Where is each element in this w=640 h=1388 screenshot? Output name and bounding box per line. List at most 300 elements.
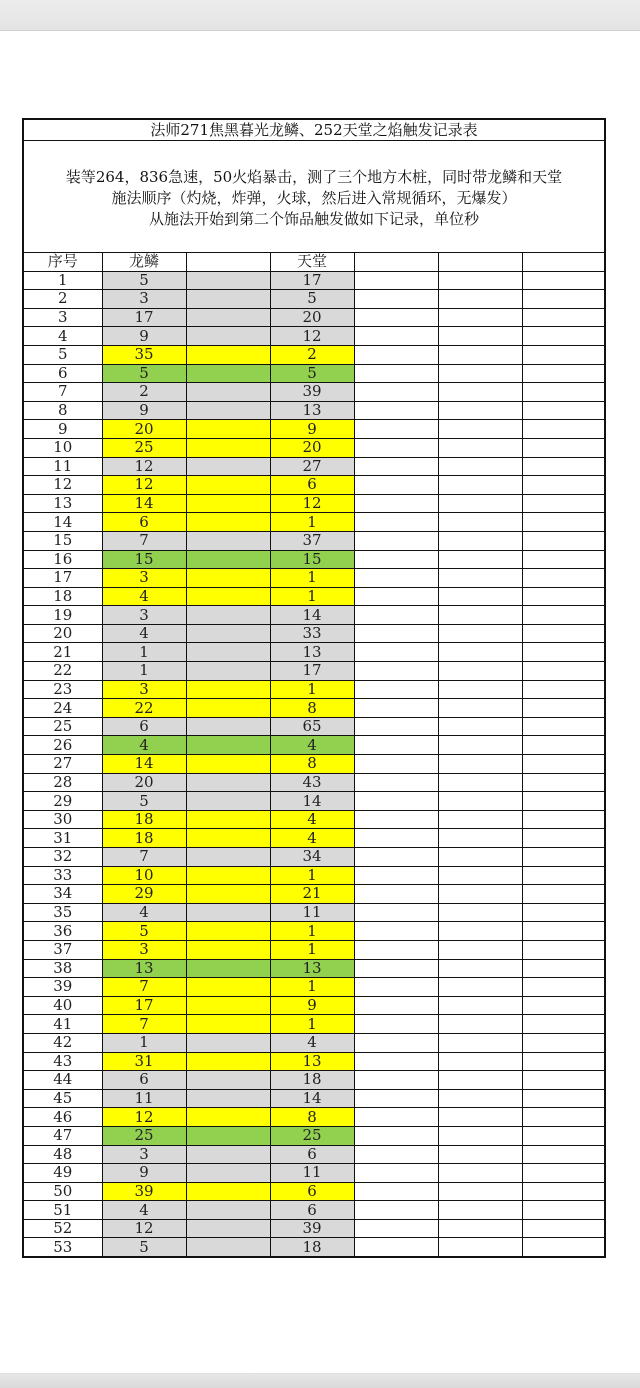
cell-blank: [186, 550, 270, 569]
cell-dragonscale: 12: [102, 457, 186, 476]
description-line: 装等264，836急速，50火焰暴击，测了三个地方木桩，同时带龙鳞和天堂: [65, 168, 563, 186]
cell-blank: [354, 420, 438, 439]
cell-index: 31: [24, 829, 102, 848]
cell-heaven: 6: [270, 1145, 354, 1164]
cell-blank: [438, 1164, 522, 1183]
cell-index: 10: [24, 438, 102, 457]
cell-index: 32: [24, 848, 102, 867]
cell-dragonscale: 1: [102, 662, 186, 681]
cell-dragonscale: 5: [102, 792, 186, 811]
cell-index: 1: [24, 271, 102, 290]
cell-dragonscale: 17: [102, 308, 186, 327]
cell-dragonscale: 14: [102, 494, 186, 513]
cell-heaven: 9: [270, 996, 354, 1015]
header-heaven: 天堂: [270, 253, 354, 271]
cell-blank: [522, 736, 604, 755]
cell-heaven: 1: [270, 513, 354, 532]
table-row: [24, 327, 604, 346]
cell-blank: [186, 364, 270, 383]
header-empty: [522, 253, 604, 271]
cell-blank: [354, 569, 438, 588]
cell-dragonscale: 4: [102, 624, 186, 643]
cell-index: 18: [24, 587, 102, 606]
cell-blank: [522, 420, 604, 439]
cell-index: 28: [24, 773, 102, 792]
cell-blank: [354, 643, 438, 662]
cell-blank: [354, 662, 438, 681]
cell-blank: [522, 940, 604, 959]
cell-index: 34: [24, 885, 102, 904]
cell-index: 25: [24, 717, 102, 736]
cell-index: 36: [24, 922, 102, 941]
cell-blank: [522, 457, 604, 476]
cell-blank: [186, 457, 270, 476]
cell-blank: [438, 383, 522, 402]
cell-blank: [354, 327, 438, 346]
cell-heaven: 6: [270, 476, 354, 495]
cell-blank: [186, 1201, 270, 1220]
cell-dragonscale: 9: [102, 401, 186, 420]
cell-index: 33: [24, 866, 102, 885]
cell-blank: [438, 959, 522, 978]
cell-blank: [438, 550, 522, 569]
cell-index: 17: [24, 569, 102, 588]
cell-blank: [354, 959, 438, 978]
cell-heaven: 11: [270, 1164, 354, 1183]
cell-heaven: 18: [270, 1071, 354, 1090]
table-row: [24, 606, 604, 625]
table-row: [24, 345, 604, 364]
table-row: [24, 438, 604, 457]
cell-heaven: 4: [270, 829, 354, 848]
cell-blank: [522, 1145, 604, 1164]
cell-blank: [438, 755, 522, 774]
cell-blank: [354, 550, 438, 569]
table-row: [24, 978, 604, 997]
cell-blank: [186, 345, 270, 364]
cell-blank: [186, 755, 270, 774]
cell-blank: [354, 1201, 438, 1220]
cell-heaven: 20: [270, 308, 354, 327]
cell-blank: [522, 1126, 604, 1145]
cell-blank: [354, 736, 438, 755]
cell-blank: [186, 810, 270, 829]
cell-heaven: 6: [270, 1201, 354, 1220]
cell-blank: [438, 903, 522, 922]
cell-heaven: 65: [270, 717, 354, 736]
cell-dragonscale: 1: [102, 643, 186, 662]
cell-index: 44: [24, 1071, 102, 1090]
cell-blank: [438, 531, 522, 550]
cell-blank: [438, 792, 522, 811]
table-row: [24, 699, 604, 718]
cell-index: 49: [24, 1164, 102, 1183]
cell-blank: [186, 1033, 270, 1052]
cell-blank: [186, 1145, 270, 1164]
cell-blank: [522, 959, 604, 978]
cell-blank: [522, 1052, 604, 1071]
cell-index: 51: [24, 1201, 102, 1220]
cell-heaven: 37: [270, 531, 354, 550]
cell-blank: [186, 290, 270, 309]
cell-blank: [186, 1108, 270, 1127]
cell-heaven: 1: [270, 1015, 354, 1034]
cell-dragonscale: 14: [102, 755, 186, 774]
cell-blank: [438, 996, 522, 1015]
cell-blank: [186, 606, 270, 625]
cell-index: 53: [24, 1238, 102, 1256]
cell-blank: [522, 643, 604, 662]
cell-blank: [522, 755, 604, 774]
cell-blank: [186, 438, 270, 457]
cell-heaven: 8: [270, 699, 354, 718]
cell-blank: [438, 885, 522, 904]
cell-blank: [522, 383, 604, 402]
cell-blank: [522, 550, 604, 569]
table-row: [24, 271, 604, 290]
cell-heaven: 4: [270, 810, 354, 829]
cell-dragonscale: 5: [102, 922, 186, 941]
cell-blank: [522, 866, 604, 885]
cell-index: 41: [24, 1015, 102, 1034]
cell-blank: [438, 848, 522, 867]
cell-dragonscale: 9: [102, 327, 186, 346]
cell-blank: [186, 327, 270, 346]
cell-heaven: 6: [270, 1182, 354, 1201]
cell-blank: [354, 829, 438, 848]
cell-blank: [354, 922, 438, 941]
cell-blank: [522, 1033, 604, 1052]
cell-index: 39: [24, 978, 102, 997]
cell-blank: [354, 866, 438, 885]
cell-heaven: 13: [270, 959, 354, 978]
cell-blank: [186, 1164, 270, 1183]
header-empty: [186, 253, 270, 271]
cell-blank: [522, 494, 604, 513]
cell-blank: [438, 401, 522, 420]
table-row: [24, 773, 604, 792]
cell-index: 13: [24, 494, 102, 513]
cell-blank: [438, 327, 522, 346]
cell-index: 23: [24, 680, 102, 699]
cell-index: 19: [24, 606, 102, 625]
cell-heaven: 4: [270, 736, 354, 755]
cell-blank: [438, 662, 522, 681]
cell-blank: [186, 978, 270, 997]
cell-blank: [354, 438, 438, 457]
table-row: [24, 792, 604, 811]
cell-blank: [354, 345, 438, 364]
cell-blank: [354, 476, 438, 495]
cell-heaven: 13: [270, 401, 354, 420]
cell-blank: [354, 1015, 438, 1034]
cell-blank: [522, 1108, 604, 1127]
cell-blank: [438, 940, 522, 959]
table-row: [24, 587, 604, 606]
cell-blank: [186, 494, 270, 513]
cell-blank: [522, 699, 604, 718]
cell-heaven: 2: [270, 345, 354, 364]
cell-blank: [438, 922, 522, 941]
cell-blank: [354, 271, 438, 290]
cell-blank: [354, 401, 438, 420]
cell-blank: [522, 290, 604, 309]
cell-heaven: 14: [270, 1089, 354, 1108]
cell-index: 42: [24, 1033, 102, 1052]
cell-index: 22: [24, 662, 102, 681]
cell-blank: [354, 364, 438, 383]
cell-index: 35: [24, 903, 102, 922]
spreadsheet: [22, 118, 606, 1258]
cell-dragonscale: 25: [102, 1126, 186, 1145]
table-row: [24, 1015, 604, 1034]
cell-blank: [522, 308, 604, 327]
cell-blank: [522, 345, 604, 364]
cell-blank: [354, 457, 438, 476]
cell-heaven: 18: [270, 1238, 354, 1256]
cell-blank: [438, 866, 522, 885]
cell-blank: [354, 1145, 438, 1164]
cell-index: 20: [24, 624, 102, 643]
cell-blank: [186, 996, 270, 1015]
cell-blank: [438, 606, 522, 625]
cell-blank: [354, 978, 438, 997]
cell-blank: [186, 513, 270, 532]
cell-blank: [186, 792, 270, 811]
cell-blank: [522, 903, 604, 922]
cell-blank: [186, 587, 270, 606]
cell-index: 43: [24, 1052, 102, 1071]
cell-blank: [186, 662, 270, 681]
cell-blank: [522, 1201, 604, 1220]
cell-heaven: 39: [270, 1219, 354, 1238]
cell-blank: [354, 383, 438, 402]
cell-blank: [522, 1164, 604, 1183]
cell-dragonscale: 3: [102, 290, 186, 309]
cell-blank: [522, 1089, 604, 1108]
cell-blank: [354, 1238, 438, 1256]
cell-index: 27: [24, 755, 102, 774]
cell-blank: [522, 848, 604, 867]
cell-blank: [354, 624, 438, 643]
description-line: 从施法开始到第二个饰品触发做如下记录，单位秒: [148, 210, 479, 228]
cell-heaven: 39: [270, 383, 354, 402]
table-row: [24, 680, 604, 699]
cell-blank: [522, 624, 604, 643]
cell-blank: [186, 531, 270, 550]
table-row: [24, 1108, 604, 1127]
cell-blank: [522, 662, 604, 681]
viewer-top-bar: [0, 0, 640, 31]
cell-blank: [354, 587, 438, 606]
cell-blank: [438, 624, 522, 643]
cell-blank: [186, 476, 270, 495]
table-row: [24, 1164, 604, 1183]
cell-index: 29: [24, 792, 102, 811]
cell-blank: [438, 810, 522, 829]
cell-heaven: 21: [270, 885, 354, 904]
cell-blank: [522, 531, 604, 550]
cell-blank: [186, 940, 270, 959]
cell-blank: [438, 1201, 522, 1220]
table-row: [24, 513, 604, 532]
cell-blank: [354, 773, 438, 792]
cell-blank: [354, 940, 438, 959]
cell-heaven: 5: [270, 364, 354, 383]
cell-blank: [186, 624, 270, 643]
cell-heaven: 1: [270, 978, 354, 997]
cell-dragonscale: 35: [102, 345, 186, 364]
cell-blank: [186, 866, 270, 885]
cell-blank: [186, 959, 270, 978]
cell-dragonscale: 6: [102, 717, 186, 736]
table-row: [24, 996, 604, 1015]
table-row: [24, 848, 604, 867]
cell-heaven: 1: [270, 587, 354, 606]
cell-dragonscale: 4: [102, 903, 186, 922]
cell-blank: [354, 606, 438, 625]
cell-heaven: 8: [270, 755, 354, 774]
cell-blank: [522, 1219, 604, 1238]
table-row: [24, 755, 604, 774]
cell-blank: [186, 903, 270, 922]
cell-dragonscale: 3: [102, 606, 186, 625]
cell-blank: [354, 1089, 438, 1108]
table-row: [24, 717, 604, 736]
cell-blank: [186, 680, 270, 699]
table-row: [24, 401, 604, 420]
cell-blank: [186, 1219, 270, 1238]
cell-heaven: 1: [270, 940, 354, 959]
cell-blank: [354, 848, 438, 867]
cell-blank: [522, 829, 604, 848]
cell-blank: [186, 1182, 270, 1201]
table-row: [24, 1126, 604, 1145]
cell-blank: [354, 1126, 438, 1145]
cell-dragonscale: 2: [102, 383, 186, 402]
cell-blank: [438, 699, 522, 718]
table-row: [24, 290, 604, 309]
cell-blank: [186, 773, 270, 792]
cell-heaven: 5: [270, 290, 354, 309]
cell-heaven: 27: [270, 457, 354, 476]
cell-index: 9: [24, 420, 102, 439]
table-row: [24, 1182, 604, 1201]
table-row: [24, 1033, 604, 1052]
cell-dragonscale: 13: [102, 959, 186, 978]
cell-heaven: 13: [270, 643, 354, 662]
viewer-bottom-bar: [0, 1373, 640, 1388]
cell-blank: [354, 1164, 438, 1183]
cell-dragonscale: 12: [102, 1108, 186, 1127]
table-row: [24, 1145, 604, 1164]
cell-index: 48: [24, 1145, 102, 1164]
cell-blank: [186, 1238, 270, 1256]
record-table: [24, 253, 604, 1256]
cell-dragonscale: 9: [102, 1164, 186, 1183]
cell-dragonscale: 15: [102, 550, 186, 569]
cell-blank: [522, 271, 604, 290]
sheet-title: 法师271焦黑暮光龙鳞、252天堂之焰触发记录表: [24, 120, 604, 141]
table-row: [24, 569, 604, 588]
cell-dragonscale: 20: [102, 773, 186, 792]
cell-blank: [438, 476, 522, 495]
table-row: [24, 940, 604, 959]
table-row: [24, 922, 604, 941]
cell-blank: [186, 736, 270, 755]
cell-blank: [438, 1089, 522, 1108]
cell-blank: [354, 1219, 438, 1238]
cell-blank: [522, 569, 604, 588]
cell-blank: [354, 699, 438, 718]
cell-dragonscale: 4: [102, 736, 186, 755]
cell-index: 5: [24, 345, 102, 364]
cell-index: 24: [24, 699, 102, 718]
table-row: [24, 494, 604, 513]
table-row: [24, 643, 604, 662]
cell-index: 38: [24, 959, 102, 978]
table-row: [24, 1089, 604, 1108]
cell-blank: [438, 1238, 522, 1256]
cell-dragonscale: 12: [102, 1219, 186, 1238]
cell-blank: [186, 308, 270, 327]
header-dragonscale: 龙鳞: [102, 253, 186, 271]
cell-dragonscale: 11: [102, 1089, 186, 1108]
cell-blank: [354, 680, 438, 699]
cell-blank: [522, 1238, 604, 1256]
cell-blank: [522, 792, 604, 811]
cell-blank: [522, 996, 604, 1015]
cell-heaven: 1: [270, 922, 354, 941]
cell-dragonscale: 12: [102, 476, 186, 495]
cell-blank: [186, 569, 270, 588]
cell-blank: [438, 1015, 522, 1034]
cell-blank: [438, 569, 522, 588]
cell-blank: [522, 401, 604, 420]
cell-heaven: 43: [270, 773, 354, 792]
cell-heaven: 4: [270, 1033, 354, 1052]
cell-heaven: 11: [270, 903, 354, 922]
cell-blank: [354, 494, 438, 513]
table-row: [24, 550, 604, 569]
cell-dragonscale: 4: [102, 1201, 186, 1220]
cell-blank: [186, 1089, 270, 1108]
cell-heaven: 17: [270, 662, 354, 681]
cell-blank: [522, 810, 604, 829]
cell-heaven: 12: [270, 494, 354, 513]
cell-blank: [354, 1108, 438, 1127]
cell-dragonscale: 3: [102, 680, 186, 699]
cell-blank: [186, 1071, 270, 1090]
cell-heaven: 34: [270, 848, 354, 867]
cell-blank: [186, 643, 270, 662]
cell-blank: [354, 308, 438, 327]
cell-dragonscale: 3: [102, 1145, 186, 1164]
cell-dragonscale: 5: [102, 271, 186, 290]
cell-index: 47: [24, 1126, 102, 1145]
table-row: [24, 903, 604, 922]
cell-blank: [354, 1182, 438, 1201]
cell-blank: [522, 773, 604, 792]
cell-dragonscale: 18: [102, 810, 186, 829]
cell-blank: [438, 1182, 522, 1201]
cell-blank: [522, 364, 604, 383]
cell-index: 26: [24, 736, 102, 755]
cell-blank: [438, 290, 522, 309]
cell-blank: [438, 587, 522, 606]
cell-blank: [354, 717, 438, 736]
cell-blank: [354, 531, 438, 550]
